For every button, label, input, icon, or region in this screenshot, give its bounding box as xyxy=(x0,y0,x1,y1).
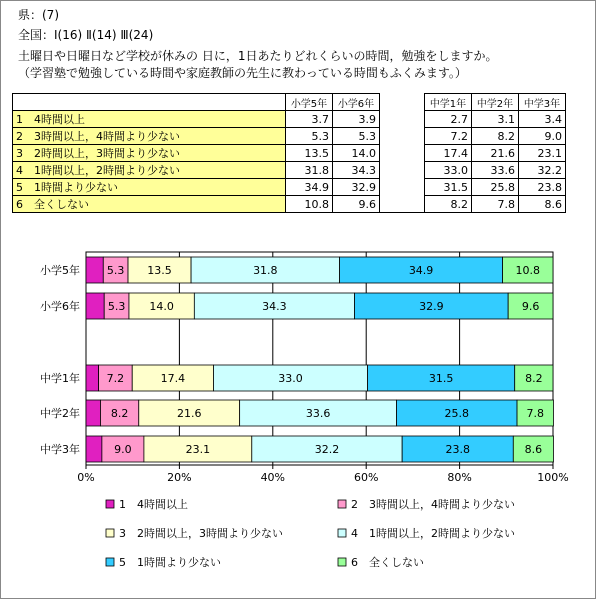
data-label: 25.8 xyxy=(444,407,470,420)
value-cell: 3.7 xyxy=(286,111,333,128)
data-label: 8.2 xyxy=(110,407,129,420)
data-label: 7.8 xyxy=(526,407,545,420)
category-label: 中学3年 xyxy=(40,443,80,456)
table-row xyxy=(13,128,566,145)
value-cell: 32.9 xyxy=(333,179,380,196)
table-corner-cell xyxy=(13,94,286,111)
data-label: 31.8 xyxy=(253,264,278,277)
value-cell: 8.2 xyxy=(472,128,519,145)
row-label: 3 2時間以上，3時間より少ない xyxy=(13,145,286,162)
data-label: 8.6 xyxy=(524,443,543,456)
legend-label: 1 4時間以上 xyxy=(119,498,188,511)
value-cell: 3.1 xyxy=(472,111,519,128)
bar-segment xyxy=(86,293,104,319)
data-label: 5.3 xyxy=(106,264,125,277)
table-header-row xyxy=(13,94,566,111)
data-label: 5.3 xyxy=(107,300,126,313)
value-cell: 13.5 xyxy=(286,145,333,162)
value-cell: 10.8 xyxy=(286,196,333,213)
value-cell: 33.6 xyxy=(472,162,519,179)
value-cell: 2.7 xyxy=(425,111,472,128)
national-rank: 全国：Ⅰ(16) Ⅱ(14) Ⅲ(24) xyxy=(18,28,154,42)
data-label: 31.5 xyxy=(428,372,454,385)
col-header: 小学6年 xyxy=(333,94,380,111)
col-header: 小学5年 xyxy=(286,94,333,111)
value-cell: 9.6 xyxy=(333,196,380,213)
value-cell: 3.9 xyxy=(333,111,380,128)
category-label: 小学5年 xyxy=(40,264,80,277)
value-cell: 33.0 xyxy=(425,162,472,179)
legend-label: 5 1時間より少ない xyxy=(119,556,221,569)
value-cell: 3.4 xyxy=(519,111,566,128)
gap-cell xyxy=(380,128,425,145)
category-label: 中学2年 xyxy=(40,407,80,420)
table-row xyxy=(13,179,566,196)
legend-label: 4 1時間以上，2時間より少ない xyxy=(351,527,515,540)
data-label: 34.9 xyxy=(408,264,434,277)
stacked-bar-chart xyxy=(0,248,596,599)
row-label: 1 4時間以上 xyxy=(13,111,286,128)
value-cell: 21.6 xyxy=(472,145,519,162)
value-cell: 5.3 xyxy=(286,128,333,145)
gap-cell xyxy=(380,94,425,111)
data-label: 32.2 xyxy=(314,443,340,456)
data-label: 14.0 xyxy=(149,300,174,313)
category-label: 中学1年 xyxy=(40,372,80,385)
data-label: 32.9 xyxy=(419,300,444,313)
gap-cell xyxy=(380,145,425,162)
category-label: 小学6年 xyxy=(40,300,80,313)
survey-question: 土曜日や日曜日など学校が休みの 日に，1日あたりどれくらいの時間，勉強をしますか。 xyxy=(18,49,498,63)
data-label: 34.3 xyxy=(262,300,287,313)
table-row xyxy=(13,162,566,179)
legend-swatch xyxy=(338,558,346,566)
legend-swatch xyxy=(338,500,346,508)
value-cell: 14.0 xyxy=(333,145,380,162)
data-label: 33.0 xyxy=(278,372,303,385)
table-row xyxy=(13,196,566,213)
gap-cell xyxy=(380,196,425,213)
x-tick-label: 0% xyxy=(77,471,95,484)
value-cell: 8.6 xyxy=(519,196,566,213)
data-label: 9.0 xyxy=(114,443,132,456)
prefecture-rank: 県：(7) xyxy=(18,8,59,22)
data-label: 8.2 xyxy=(525,372,543,385)
gap-cell xyxy=(380,179,425,196)
table-row xyxy=(13,111,566,128)
value-cell: 5.3 xyxy=(333,128,380,145)
value-cell: 17.4 xyxy=(425,145,472,162)
value-cell: 23.8 xyxy=(519,179,566,196)
value-cell: 31.5 xyxy=(425,179,472,196)
legend-label: 2 3時間以上，4時間より少ない xyxy=(351,498,515,511)
data-label: 23.1 xyxy=(185,443,211,456)
value-cell: 7.8 xyxy=(472,196,519,213)
row-label: 5 1時間より少ない xyxy=(13,179,286,196)
legend-label: 6 全くしない xyxy=(351,556,424,569)
data-label: 17.4 xyxy=(160,372,186,385)
data-table xyxy=(12,93,566,213)
value-cell: 34.9 xyxy=(286,179,333,196)
data-label: 23.8 xyxy=(445,443,470,456)
value-cell: 7.2 xyxy=(425,128,472,145)
bar-segment xyxy=(86,400,100,426)
value-cell: 8.2 xyxy=(425,196,472,213)
data-label: 7.2 xyxy=(106,372,125,385)
x-tick-label: 100% xyxy=(537,471,569,484)
value-cell: 23.1 xyxy=(519,145,566,162)
value-cell: 9.0 xyxy=(519,128,566,145)
bar-segment xyxy=(86,436,102,462)
table-row xyxy=(13,145,566,162)
gap-cell xyxy=(380,111,425,128)
value-cell: 34.3 xyxy=(333,162,380,179)
x-tick-label: 40% xyxy=(260,471,286,484)
legend-swatch xyxy=(338,529,346,537)
value-cell: 25.8 xyxy=(472,179,519,196)
data-label: 10.8 xyxy=(515,264,541,277)
row-label: 6 全くしない xyxy=(13,196,286,213)
legend-swatch xyxy=(106,529,114,537)
value-cell: 31.8 xyxy=(286,162,333,179)
x-tick-label: 80% xyxy=(447,471,472,484)
row-label: 2 3時間以上，4時間より少ない xyxy=(13,128,286,145)
legend-swatch xyxy=(106,558,114,566)
plot-area xyxy=(86,252,553,465)
data-label: 33.6 xyxy=(305,407,331,420)
legend-label: 3 2時間以上，3時間より少ない xyxy=(119,527,283,540)
x-tick-label: 60% xyxy=(353,471,379,484)
data-label: 21.6 xyxy=(176,407,202,420)
col-header: 中学3年 xyxy=(519,94,566,111)
bar-segment xyxy=(86,257,103,283)
bar-segment xyxy=(86,365,99,391)
row-label: 4 1時間以上，2時間より少ない xyxy=(13,162,286,179)
x-tick-label: 20% xyxy=(167,471,192,484)
legend-swatch xyxy=(106,500,114,508)
data-label: 13.5 xyxy=(147,264,172,277)
col-header: 中学2年 xyxy=(472,94,519,111)
data-label: 9.6 xyxy=(521,300,540,313)
col-header: 中学1年 xyxy=(425,94,472,111)
value-cell: 32.2 xyxy=(519,162,566,179)
gap-cell xyxy=(380,162,425,179)
survey-note: （学習塾で勉強している時間や家庭教師の先生に教わっている時間もふくみます。） xyxy=(18,66,467,80)
